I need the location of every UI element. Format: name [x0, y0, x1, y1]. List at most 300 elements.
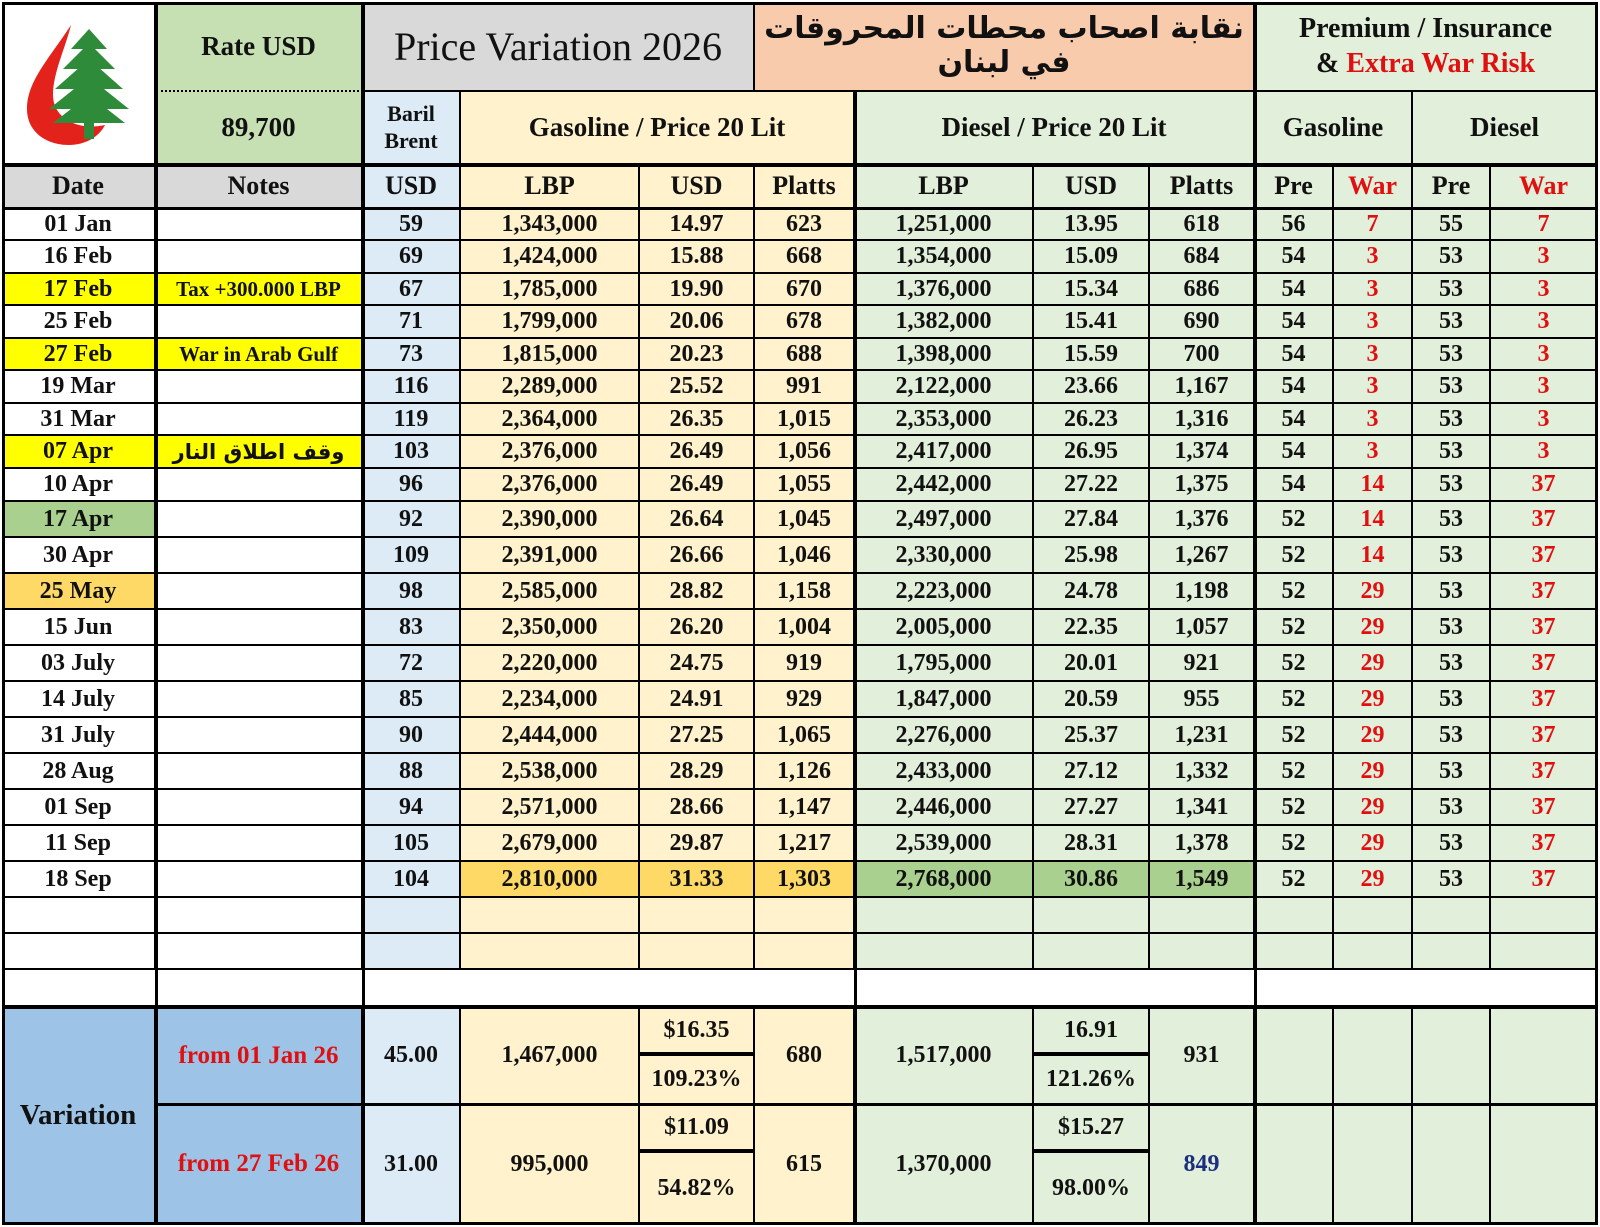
cell-notes	[156, 610, 363, 646]
empty-cell-date	[2, 934, 156, 970]
variation-jan-gas-usd: $16.35	[640, 1008, 755, 1056]
cell-gasoline-lbp: 2,350,000	[461, 610, 640, 646]
group-divider-gasoline	[854, 92, 857, 1225]
empty-cell-diesel-premium	[1413, 898, 1491, 934]
cell-gasoline-war: 3	[1334, 404, 1413, 436]
cell-gasoline-war: 3	[1334, 371, 1413, 404]
cell-gasoline-platts: 919	[755, 646, 855, 682]
cell-gasoline-platts: 1,147	[755, 790, 855, 826]
column-header-diesel-platts: Platts	[1150, 165, 1255, 209]
cell-gasoline-lbp: 1,424,000	[461, 241, 640, 274]
cell-diesel-usd: 24.78	[1034, 574, 1150, 610]
cell-date: 01 Sep	[2, 790, 156, 826]
cell-diesel-lbp: 2,433,000	[855, 754, 1034, 790]
cell-brent-usd: 109	[363, 538, 461, 574]
cell-gasoline-usd: 25.52	[640, 371, 755, 404]
cell-gasoline-lbp: 2,571,000	[461, 790, 640, 826]
column-header-diesel-lbp: LBP	[855, 165, 1034, 209]
cell-gasoline-premium: 56	[1255, 209, 1334, 241]
cell-diesel-premium: 53	[1413, 862, 1491, 898]
baril-label: Baril	[387, 101, 435, 127]
empty-cell-diesel-war	[1491, 898, 1598, 934]
cell-gasoline-premium: 54	[1255, 306, 1334, 339]
cell-gasoline-platts: 1,065	[755, 718, 855, 754]
cell-brent-usd: 90	[363, 718, 461, 754]
cell-diesel-war: 3	[1491, 436, 1598, 469]
cell-brent-usd: 105	[363, 826, 461, 862]
cell-brent-usd: 103	[363, 436, 461, 469]
empty-cell-gasoline-lbp	[461, 934, 640, 970]
colhdr-rule	[2, 207, 1598, 210]
cell-diesel-war: 37	[1491, 538, 1598, 574]
cell-diesel-war: 37	[1491, 646, 1598, 682]
empty-cell-diesel-premium	[1413, 934, 1491, 970]
cell-diesel-war: 37	[1491, 754, 1598, 790]
cell-diesel-war: 3	[1491, 306, 1598, 339]
cell-diesel-platts: 1,378	[1150, 826, 1255, 862]
cell-date: 30 Apr	[2, 538, 156, 574]
cell-brent-usd: 98	[363, 574, 461, 610]
arabic-title-line2: في لبنان	[937, 45, 1071, 80]
cell-gasoline-usd: 26.66	[640, 538, 755, 574]
variation-premium-cell	[1413, 1008, 1491, 1105]
baril-brent-header	[363, 92, 461, 165]
cell-diesel-lbp: 1,354,000	[855, 241, 1034, 274]
cell-diesel-premium: 53	[1413, 469, 1491, 502]
empty-cell-notes	[156, 898, 363, 934]
cell-diesel-lbp: 2,223,000	[855, 574, 1034, 610]
cell-gasoline-war: 14	[1334, 469, 1413, 502]
cell-gasoline-platts: 1,126	[755, 754, 855, 790]
variation-feb-gas-usd: $11.09	[640, 1105, 755, 1153]
cell-date: 16 Feb	[2, 241, 156, 274]
cell-gasoline-lbp: 1,799,000	[461, 306, 640, 339]
cell-brent-usd: 72	[363, 646, 461, 682]
variation-from-jan-label: from 01 Jan 26	[156, 1008, 363, 1105]
variation-feb-dsl-usd: $15.27	[1034, 1105, 1150, 1153]
cell-gasoline-premium: 54	[1255, 404, 1334, 436]
cell-gasoline-platts: 1,158	[755, 574, 855, 610]
cell-gasoline-usd: 14.97	[640, 209, 755, 241]
cell-gasoline-usd: 26.49	[640, 436, 755, 469]
cell-diesel-war: 37	[1491, 574, 1598, 610]
empty-cell-gasoline-platts	[755, 934, 855, 970]
cell-notes	[156, 718, 363, 754]
cell-gasoline-war: 3	[1334, 339, 1413, 371]
cell-gasoline-war: 29	[1334, 862, 1413, 898]
cell-diesel-platts: 1,549	[1150, 862, 1255, 898]
cell-brent-usd: 83	[363, 610, 461, 646]
cell-diesel-lbp: 1,398,000	[855, 339, 1034, 371]
cell-date: 27 Feb	[2, 339, 156, 371]
cell-diesel-lbp: 2,330,000	[855, 538, 1034, 574]
cell-diesel-premium: 53	[1413, 306, 1491, 339]
cell-notes	[156, 371, 363, 404]
cell-diesel-lbp: 2,446,000	[855, 790, 1034, 826]
cell-date: 17 Feb	[2, 274, 156, 306]
cell-brent-usd: 92	[363, 502, 461, 538]
cell-date: 25 May	[2, 574, 156, 610]
cell-diesel-premium: 53	[1413, 790, 1491, 826]
empty-cell-gasoline-usd	[640, 898, 755, 934]
cell-date: 31 Mar	[2, 404, 156, 436]
cell-date: 11 Sep	[2, 826, 156, 862]
cell-diesel-usd: 27.84	[1034, 502, 1150, 538]
cell-diesel-lbp: 2,417,000	[855, 436, 1034, 469]
cell-date: 01 Jan	[2, 209, 156, 241]
variation-feb-dsl-lbp: 1,370,000	[855, 1105, 1034, 1225]
variation-jan-dsl-pct: 121.26%	[1034, 1056, 1150, 1105]
variation-jan-gas-pct: 109.23%	[640, 1056, 755, 1105]
cell-gasoline-usd: 24.91	[640, 682, 755, 718]
cell-date: 14 July	[2, 682, 156, 718]
cell-gasoline-lbp: 1,343,000	[461, 209, 640, 241]
cell-gasoline-usd: 29.87	[640, 826, 755, 862]
variation-jan-gas-lbp: 1,467,000	[461, 1008, 640, 1105]
cell-gasoline-premium: 52	[1255, 538, 1334, 574]
cell-diesel-usd: 20.01	[1034, 646, 1150, 682]
cell-gasoline-usd: 28.66	[640, 790, 755, 826]
column-header-date: Date	[2, 165, 156, 209]
cell-diesel-platts: 1,167	[1150, 371, 1255, 404]
cell-diesel-premium: 53	[1413, 682, 1491, 718]
variation-feb-gas-lbp: 995,000	[461, 1105, 640, 1225]
empty-cell-diesel-usd	[1034, 898, 1150, 934]
gasoline-group-header: Gasoline / Price 20 Lit	[461, 92, 855, 165]
variation-premium-cell	[1334, 1105, 1413, 1225]
column-header-notes: Notes	[156, 165, 363, 209]
cell-gasoline-usd: 26.20	[640, 610, 755, 646]
cell-diesel-lbp: 1,795,000	[855, 646, 1034, 682]
variation-mid-rule	[156, 1103, 1598, 1106]
cell-diesel-usd: 13.95	[1034, 209, 1150, 241]
variation-jan-dsl-platts: 931	[1150, 1008, 1255, 1105]
cell-diesel-platts: 1,376	[1150, 502, 1255, 538]
cell-diesel-war: 37	[1491, 610, 1598, 646]
cell-gasoline-lbp: 2,391,000	[461, 538, 640, 574]
cell-brent-usd: 88	[363, 754, 461, 790]
cell-notes	[156, 306, 363, 339]
empty-cell-gasoline-lbp	[461, 898, 640, 934]
cell-notes	[156, 862, 363, 898]
cell-gasoline-premium: 52	[1255, 790, 1334, 826]
cell-gasoline-platts: 1,056	[755, 436, 855, 469]
cell-diesel-war: 37	[1491, 790, 1598, 826]
cell-gasoline-war: 14	[1334, 538, 1413, 574]
cell-brent-usd: 69	[363, 241, 461, 274]
cell-gasoline-war: 29	[1334, 682, 1413, 718]
rate-usd-value: 89,700	[156, 92, 363, 165]
variation-premium-cell	[1255, 1105, 1334, 1225]
column-header-diesel-premium: Pre	[1413, 165, 1491, 209]
cell-diesel-usd: 15.59	[1034, 339, 1150, 371]
empty-cell-gasoline-usd	[640, 934, 755, 970]
cell-diesel-usd: 20.59	[1034, 682, 1150, 718]
cell-gasoline-usd: 20.23	[640, 339, 755, 371]
cell-diesel-lbp: 1,376,000	[855, 274, 1034, 306]
cell-gasoline-premium: 52	[1255, 682, 1334, 718]
cell-gasoline-platts: 1,055	[755, 469, 855, 502]
cell-notes	[156, 790, 363, 826]
cell-gasoline-war: 7	[1334, 209, 1413, 241]
cell-diesel-premium: 53	[1413, 826, 1491, 862]
cell-diesel-war: 37	[1491, 502, 1598, 538]
arabic-title-line1: نقابة اصحاب محطات المحروقات	[764, 10, 1244, 46]
empty-cell-diesel-usd	[1034, 934, 1150, 970]
cell-gasoline-premium: 54	[1255, 469, 1334, 502]
variation-label: Variation	[2, 1008, 156, 1225]
cell-diesel-lbp: 2,539,000	[855, 826, 1034, 862]
cell-diesel-war: 3	[1491, 274, 1598, 306]
cell-notes	[156, 646, 363, 682]
cell-diesel-war: 3	[1491, 241, 1598, 274]
cell-diesel-usd: 30.86	[1034, 862, 1150, 898]
cell-date: 15 Jun	[2, 610, 156, 646]
cell-diesel-usd: 25.98	[1034, 538, 1150, 574]
variation-jan-usd: 45.00	[363, 1008, 461, 1105]
cell-gasoline-lbp: 2,444,000	[461, 718, 640, 754]
extra-war-risk-label: Extra War Risk	[1346, 48, 1536, 79]
cell-gasoline-premium: 52	[1255, 502, 1334, 538]
cell-diesel-platts: 1,341	[1150, 790, 1255, 826]
cell-date: 10 Apr	[2, 469, 156, 502]
cell-gasoline-usd: 20.06	[640, 306, 755, 339]
cell-diesel-premium: 53	[1413, 718, 1491, 754]
cell-brent-usd: 85	[363, 682, 461, 718]
cell-diesel-platts: 1,231	[1150, 718, 1255, 754]
premium-header	[1255, 2, 1598, 92]
cell-diesel-platts: 700	[1150, 339, 1255, 371]
cell-diesel-usd: 26.23	[1034, 404, 1150, 436]
column-header-brent-usd: USD	[363, 165, 461, 209]
cell-diesel-platts: 955	[1150, 682, 1255, 718]
cell-diesel-premium: 53	[1413, 574, 1491, 610]
premium-line2	[1316, 46, 1535, 81]
cell-diesel-war: 7	[1491, 209, 1598, 241]
logo-cell	[2, 2, 156, 165]
cell-date: 31 July	[2, 718, 156, 754]
empty-cell-gasoline-premium	[1255, 934, 1334, 970]
cell-notes	[156, 469, 363, 502]
cell-gasoline-lbp: 2,810,000	[461, 862, 640, 898]
cell-gasoline-platts: 1,217	[755, 826, 855, 862]
cell-gasoline-lbp: 2,585,000	[461, 574, 640, 610]
cell-date: 07 Apr	[2, 436, 156, 469]
cell-date: 17 Apr	[2, 502, 156, 538]
cell-diesel-platts: 686	[1150, 274, 1255, 306]
cell-date: 28 Aug	[2, 754, 156, 790]
cell-brent-usd: 67	[363, 274, 461, 306]
cell-gasoline-platts: 1,015	[755, 404, 855, 436]
cell-gasoline-usd: 28.29	[640, 754, 755, 790]
cell-diesel-platts: 618	[1150, 209, 1255, 241]
cell-date: 03 July	[2, 646, 156, 682]
cell-diesel-war: 37	[1491, 718, 1598, 754]
cell-gasoline-lbp: 2,679,000	[461, 826, 640, 862]
cell-brent-usd: 94	[363, 790, 461, 826]
rate-usd-label: Rate USD	[156, 2, 363, 92]
cell-gasoline-war: 3	[1334, 274, 1413, 306]
cell-notes	[156, 502, 363, 538]
cell-gasoline-lbp: 2,376,000	[461, 436, 640, 469]
cell-diesel-usd: 23.66	[1034, 371, 1150, 404]
cell-gasoline-premium: 52	[1255, 718, 1334, 754]
cell-diesel-platts: 1,332	[1150, 754, 1255, 790]
cell-date: 18 Sep	[2, 862, 156, 898]
cell-diesel-war: 37	[1491, 862, 1598, 898]
cell-gasoline-premium: 52	[1255, 826, 1334, 862]
cell-gasoline-war: 29	[1334, 610, 1413, 646]
empty-cell-gasoline-premium	[1255, 898, 1334, 934]
group-divider-brent	[362, 2, 365, 1225]
cell-diesel-lbp: 1,251,000	[855, 209, 1034, 241]
cell-gasoline-lbp: 1,785,000	[461, 274, 640, 306]
cell-gasoline-lbp: 2,364,000	[461, 404, 640, 436]
cell-gasoline-usd: 31.33	[640, 862, 755, 898]
cell-diesel-lbp: 2,276,000	[855, 718, 1034, 754]
cell-notes	[156, 754, 363, 790]
cell-gasoline-war: 29	[1334, 826, 1413, 862]
cell-gasoline-lbp: 2,376,000	[461, 469, 640, 502]
cell-diesel-platts: 1,057	[1150, 610, 1255, 646]
cell-notes	[156, 826, 363, 862]
cell-diesel-usd: 15.09	[1034, 241, 1150, 274]
cell-diesel-platts: 1,267	[1150, 538, 1255, 574]
column-header-gasoline-premium: Pre	[1255, 165, 1334, 209]
cell-gasoline-premium: 52	[1255, 754, 1334, 790]
variation-jan-dsl-lbp: 1,517,000	[855, 1008, 1034, 1105]
cell-diesel-premium: 53	[1413, 502, 1491, 538]
cell-notes	[156, 209, 363, 241]
cell-diesel-platts: 1,374	[1150, 436, 1255, 469]
cell-gasoline-platts: 1,004	[755, 610, 855, 646]
cell-diesel-platts: 1,198	[1150, 574, 1255, 610]
premium-gasoline-header: Gasoline	[1255, 92, 1413, 165]
variation-jan-dsl-usd: 16.91	[1034, 1008, 1150, 1056]
cell-diesel-usd: 22.35	[1034, 610, 1150, 646]
empty-cell-gasoline-war	[1334, 934, 1413, 970]
column-header-gasoline-usd: USD	[640, 165, 755, 209]
empty-cell-diesel-platts	[1150, 934, 1255, 970]
brent-label: Brent	[384, 127, 438, 153]
cell-gasoline-war: 3	[1334, 241, 1413, 274]
cell-diesel-usd: 28.31	[1034, 826, 1150, 862]
cell-diesel-usd: 27.12	[1034, 754, 1150, 790]
cell-diesel-premium: 53	[1413, 339, 1491, 371]
cell-gasoline-war: 3	[1334, 436, 1413, 469]
cell-diesel-premium: 55	[1413, 209, 1491, 241]
cell-brent-usd: 116	[363, 371, 461, 404]
cell-gasoline-premium: 52	[1255, 574, 1334, 610]
empty-cell-diesel-lbp	[855, 898, 1034, 934]
cell-diesel-war: 3	[1491, 404, 1598, 436]
price-variation-sheet	[2, 2, 1598, 1225]
cell-brent-usd: 96	[363, 469, 461, 502]
cell-diesel-premium: 53	[1413, 241, 1491, 274]
cell-date: 19 Mar	[2, 371, 156, 404]
cell-diesel-usd: 25.37	[1034, 718, 1150, 754]
premium-diesel-header: Diesel	[1413, 92, 1598, 165]
cell-notes: War in Arab Gulf	[156, 339, 363, 371]
cell-diesel-lbp: 2,497,000	[855, 502, 1034, 538]
variation-premium-cell	[1491, 1105, 1598, 1225]
variation-rule	[2, 1005, 1598, 1009]
empty-cell-brent-usd	[363, 934, 461, 970]
cell-gasoline-premium: 54	[1255, 274, 1334, 306]
cell-diesel-premium: 53	[1413, 646, 1491, 682]
cell-gasoline-premium: 54	[1255, 241, 1334, 274]
cell-notes	[156, 538, 363, 574]
cell-gasoline-usd: 26.35	[640, 404, 755, 436]
cell-diesel-platts: 1,375	[1150, 469, 1255, 502]
cell-diesel-war: 37	[1491, 682, 1598, 718]
cell-diesel-premium: 53	[1413, 274, 1491, 306]
cell-diesel-premium: 53	[1413, 371, 1491, 404]
cell-diesel-usd: 27.27	[1034, 790, 1150, 826]
variation-premium-cell	[1413, 1105, 1491, 1225]
cell-diesel-usd: 15.41	[1034, 306, 1150, 339]
cell-diesel-premium: 53	[1413, 436, 1491, 469]
variation-feb-gas-platts: 615	[755, 1105, 855, 1225]
cell-brent-usd: 59	[363, 209, 461, 241]
variation-feb-usd: 31.00	[363, 1105, 461, 1225]
empty-cell-diesel-lbp	[855, 934, 1034, 970]
page-title: Price Variation 2026	[363, 2, 755, 92]
empty-cell-gasoline-platts	[755, 898, 855, 934]
cell-gasoline-war: 14	[1334, 502, 1413, 538]
cell-gasoline-lbp: 2,289,000	[461, 371, 640, 404]
group-divider-notes	[155, 2, 158, 1225]
cell-notes	[156, 574, 363, 610]
cell-gasoline-war: 29	[1334, 646, 1413, 682]
cell-gasoline-platts: 991	[755, 371, 855, 404]
empty-cell-gasoline-war	[1334, 898, 1413, 934]
cell-gasoline-usd: 24.75	[640, 646, 755, 682]
cell-diesel-war: 37	[1491, 826, 1598, 862]
cell-gasoline-platts: 688	[755, 339, 855, 371]
cell-diesel-lbp: 2,442,000	[855, 469, 1034, 502]
column-header-gasoline-lbp: LBP	[461, 165, 640, 209]
variation-feb-dsl-platts: 849	[1150, 1105, 1255, 1225]
cell-gasoline-premium: 52	[1255, 862, 1334, 898]
lebanon-cedar-fuel-drop-icon	[19, 19, 137, 147]
empty-cell-diesel-war	[1491, 934, 1598, 970]
cell-gasoline-war: 29	[1334, 718, 1413, 754]
cell-gasoline-usd: 26.64	[640, 502, 755, 538]
cell-gasoline-platts: 623	[755, 209, 855, 241]
cell-gasoline-premium: 52	[1255, 610, 1334, 646]
column-header-gasoline-platts: Platts	[755, 165, 855, 209]
cell-gasoline-premium: 52	[1255, 646, 1334, 682]
cell-notes	[156, 682, 363, 718]
cell-notes	[156, 241, 363, 274]
cell-gasoline-platts: 929	[755, 682, 855, 718]
cell-notes	[156, 404, 363, 436]
cell-diesel-platts: 1,316	[1150, 404, 1255, 436]
cell-diesel-lbp: 2,005,000	[855, 610, 1034, 646]
variation-from-feb-label: from 27 Feb 26	[156, 1105, 363, 1225]
variation-jan-gas-platts: 680	[755, 1008, 855, 1105]
arabic-title	[755, 2, 1255, 92]
cell-brent-usd: 104	[363, 862, 461, 898]
header-rule	[2, 164, 1598, 167]
variation-premium-cell	[1334, 1008, 1413, 1105]
cell-diesel-lbp: 1,847,000	[855, 682, 1034, 718]
column-header-diesel-war: War	[1491, 165, 1598, 209]
cell-gasoline-platts: 670	[755, 274, 855, 306]
cell-diesel-platts: 921	[1150, 646, 1255, 682]
cell-gasoline-platts: 668	[755, 241, 855, 274]
